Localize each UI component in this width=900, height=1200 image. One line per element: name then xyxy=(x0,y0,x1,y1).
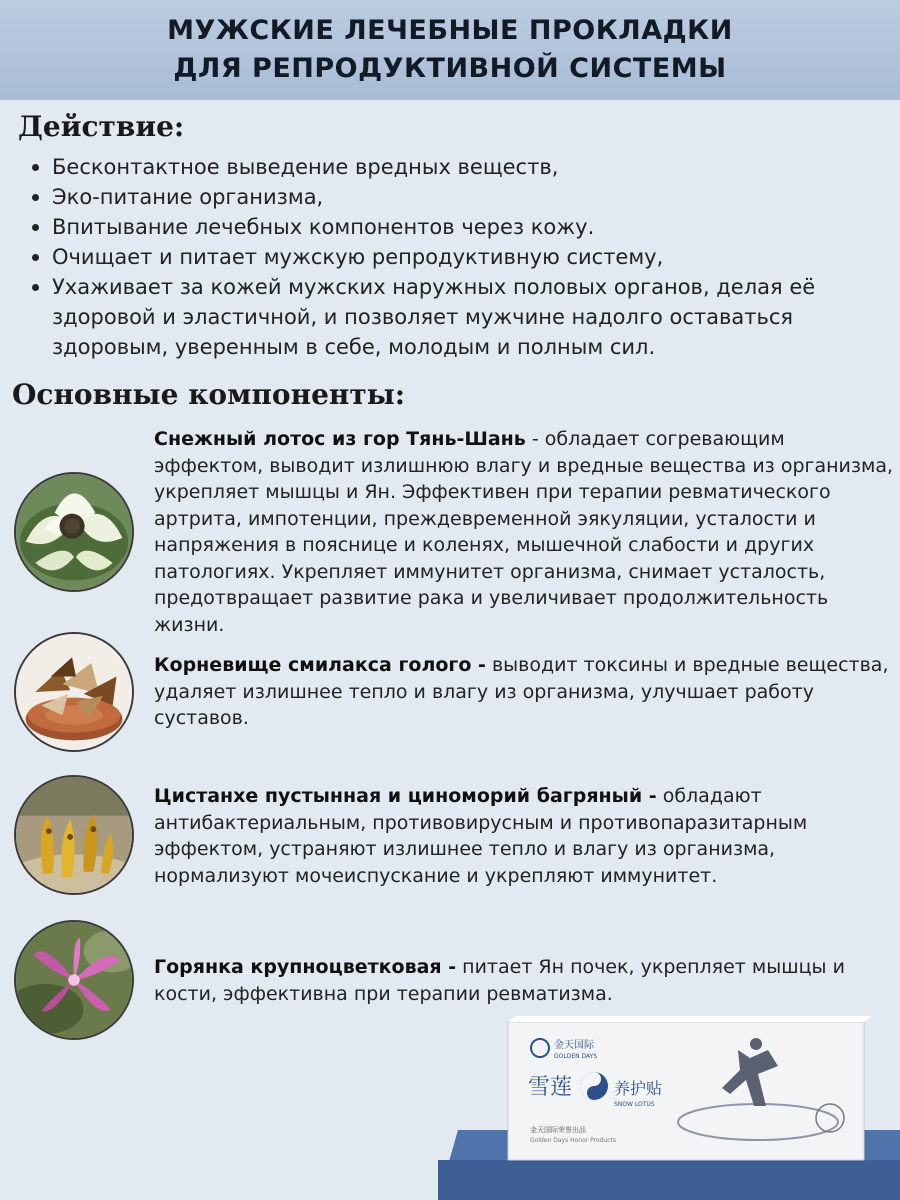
component-name: Горянка крупноцветковая - xyxy=(154,956,457,978)
action-heading: Действие: xyxy=(18,110,185,143)
components-heading: Основные компоненты: xyxy=(12,378,406,411)
component-description: - обладает согревающим эффектом, выводит излишнюю влагу и вредные вещества из организма, укрепляет мышцы и Ян. Эффективен при терапии ревматического артрита, импотенции, преждевременной эякуляции, усталости и напряжения в пояснице и коленях, мышечной слабости и других патологиях. Укрепляет иммунитет организма, снимает усталость, предотвращает развитие рака и увеличивает продолжительность жизни. xyxy=(154,428,894,636)
component-description: выводит токсины и вредные вещества, удаляет излишнее тепло и влагу из организма, улучшает работу суставов. xyxy=(154,654,889,729)
component-name: Цистанхе пустынная и циноморий багряный - xyxy=(154,785,657,807)
action-item: Эко-питание организма, xyxy=(30,182,890,212)
product-image xyxy=(438,1010,900,1200)
smilax-root-image xyxy=(14,632,134,752)
component-snow-lotus xyxy=(154,426,894,638)
component-epimedium xyxy=(154,954,894,1007)
action-item: Очищает и питает мужскую репродуктивную систему, xyxy=(30,242,890,272)
action-item: Ухаживает за кожей мужских наружных половых органов, делая её здоровой и эластичной, и позволяет мужчине надолго оставаться здоровым, уверенным в себе, молодым и полным сил. xyxy=(30,272,890,362)
product-maker-en: Golden Days Honor Products xyxy=(530,1137,617,1144)
action-item: Впитывание лечебных компонентов через кожу. xyxy=(30,212,890,242)
product-title: 雪莲 xyxy=(528,1075,573,1100)
page-header xyxy=(0,0,900,100)
header-title-line-1: МУЖСКИЕ ЛЕЧЕБНЫЕ ПРОКЛАДКИ xyxy=(167,15,733,46)
action-item: Бесконтактное выведение вредных веществ, xyxy=(30,152,890,182)
action-list xyxy=(30,152,890,362)
product-brand-sub: GOLDEN DAYS xyxy=(554,1053,598,1060)
product-maker: 金天国际荣誉出品 xyxy=(530,1126,586,1134)
snow-lotus-image xyxy=(14,472,134,592)
component-name: Снежный лотос из гор Тянь-Шань xyxy=(154,428,526,450)
product-title-2: 养护贴 xyxy=(614,1079,663,1098)
product-brand: 金天国际 xyxy=(554,1040,594,1051)
component-cistanche xyxy=(154,783,894,889)
component-smilax-root xyxy=(154,652,894,732)
component-description: питает Ян почек, укрепляет мышцы и кости, эффективна при терапии ревматизма. xyxy=(154,956,845,1005)
component-description: обладают антибактериальным, противовирусным и противопаразитарным эффектом, устраняют излишнее тепло и влагу из организма, нормализуют мочеиспускание и укрепляют иммунитет. xyxy=(154,785,808,887)
component-name: Корневище смилакса голого - xyxy=(154,654,486,676)
epimedium-image xyxy=(14,920,134,1040)
product-snow-lotus: SNOW LOTUS xyxy=(614,1101,655,1108)
cistanche-image xyxy=(14,775,134,895)
header-title-line-2: ДЛЯ РЕПРОДУКТИВНОЙ СИСТЕМЫ xyxy=(173,53,727,84)
